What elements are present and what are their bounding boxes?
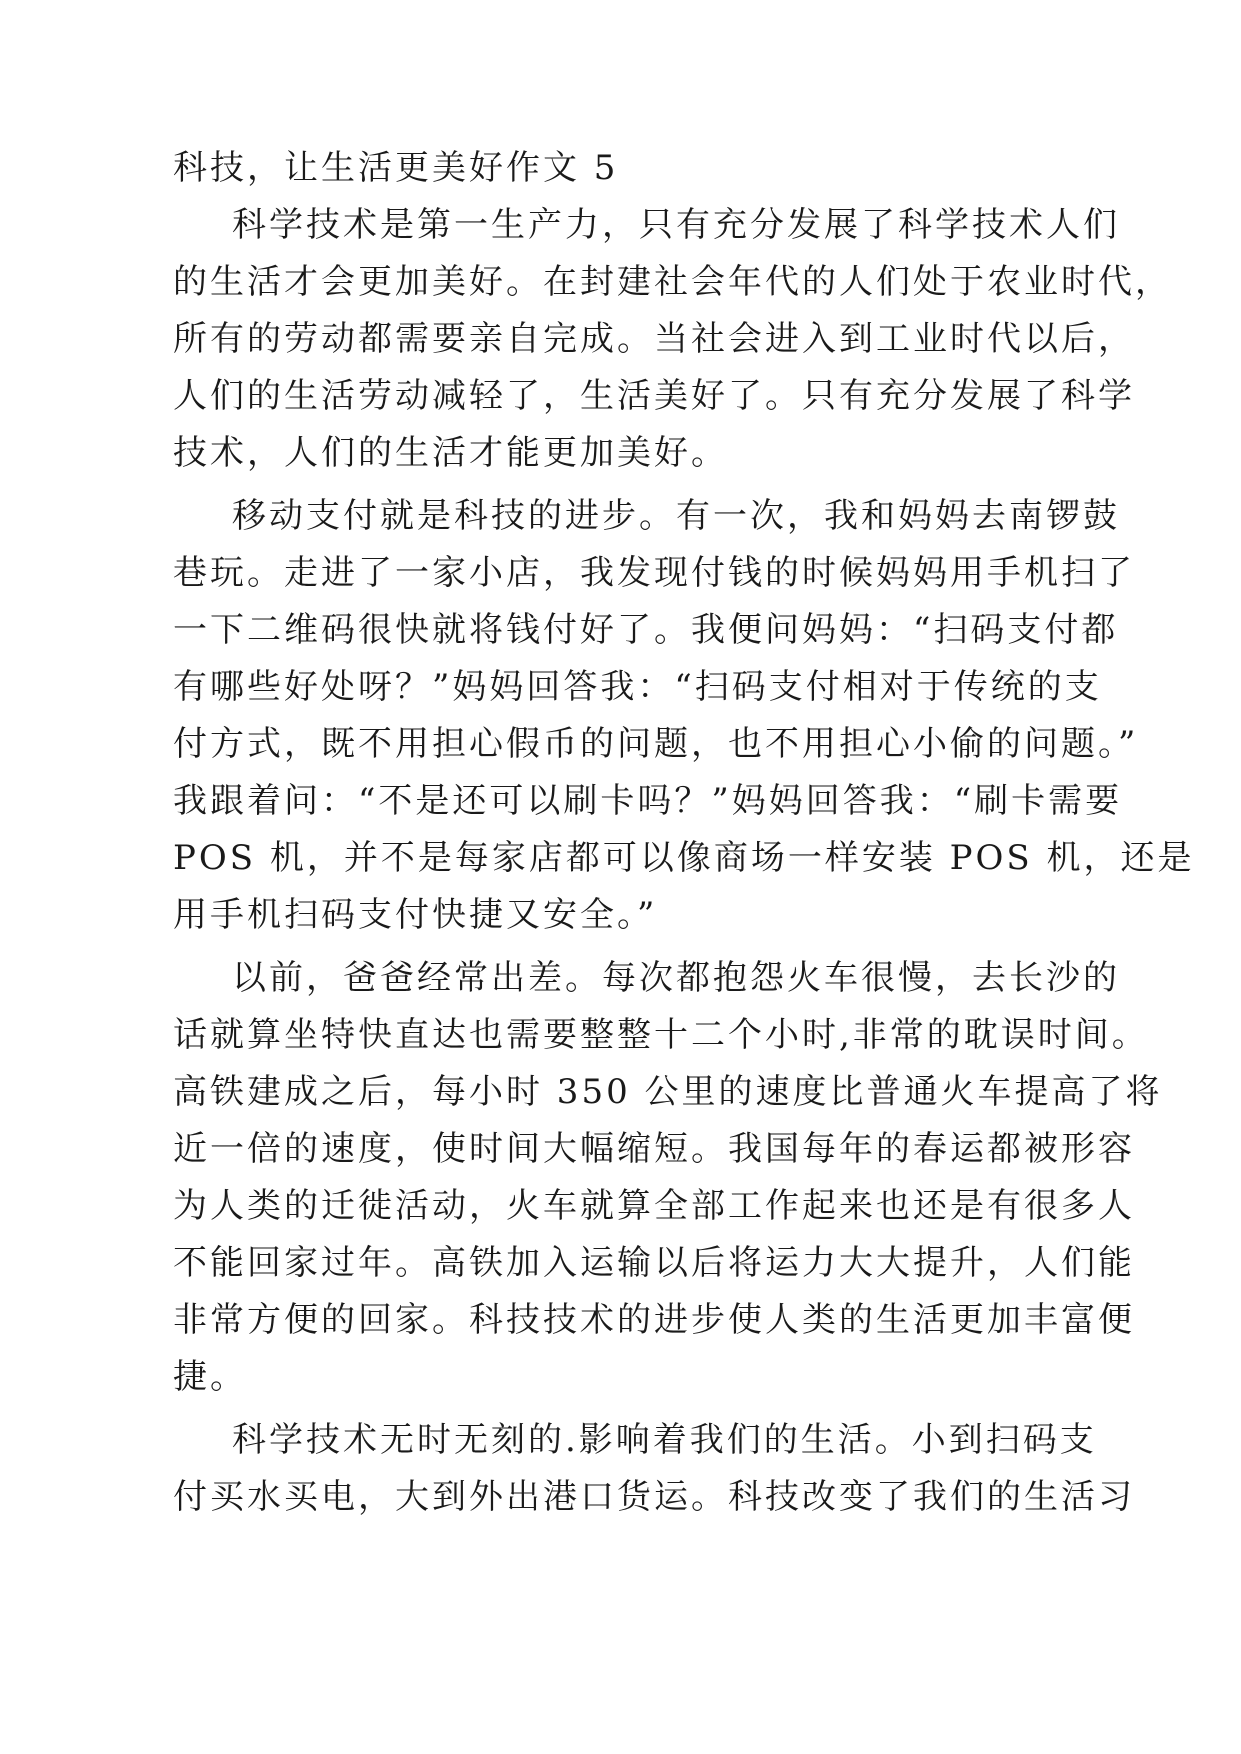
paragraph-3-line-4: 近一倍的速度，使时间大幅缩短。我国每年的春运都被形容: [173, 1129, 1135, 1169]
paragraph-2-line-2: 巷玩。走进了一家小店，我发现付钱的时候妈妈用手机扫了: [173, 553, 1135, 593]
paragraph-2-line-6: 我跟着问：“不是还可以刷卡吗？”妈妈回答我：“刷卡需要: [173, 781, 1123, 821]
paragraph-2-line-5: 付方式，既不用担心假币的问题，也不用担心小偷的问题。”: [173, 724, 1139, 764]
paragraph-2-line-4: 有哪些好处呀？”妈妈回答我：“扫码支付相对于传统的支: [173, 667, 1102, 707]
paragraph-3-line-6: 不能回家过年。高铁加入运输以后将运力大大提升，人们能: [173, 1243, 1135, 1283]
paragraph-1-line-1: 科学技术是第一生产力，只有充分发展了科学技术人们: [232, 205, 1120, 245]
paragraph-3-line-8: 捷。: [173, 1357, 247, 1397]
paragraph-4-line-2: 付买水买电，大到外出港口货运。科技改变了我们的生活习: [173, 1477, 1135, 1517]
paragraph-4-line-1: 科学技术无时无刻的.影响着我们的生活。小到扫码支: [232, 1420, 1097, 1460]
paragraph-2-line-7: POS 机，并不是每家店都可以像商场一样安装 POS 机，还是: [173, 838, 1195, 878]
paragraph-1-line-4: 人们的生活劳动减轻了，生活美好了。只有充分发展了科学: [173, 376, 1135, 416]
paragraph-1-line-3: 所有的劳动都需要亲自完成。当社会进入到工业时代以后，: [173, 319, 1135, 359]
paragraph-1-line-2: 的生活才会更加美好。在封建社会年代的人们处于农业时代，: [173, 262, 1172, 302]
paragraph-3-line-7: 非常方便的回家。科技技术的进步使人类的生活更加丰富便: [173, 1300, 1135, 1340]
paragraph-3-line-5: 为人类的迁徙活动，火车就算全部工作起来也还是有很多人: [173, 1186, 1135, 1226]
paragraph-2-line-1: 移动支付就是科技的进步。有一次，我和妈妈去南锣鼓: [232, 496, 1120, 536]
paragraph-2-line-3: 一下二维码很快就将钱付好了。我便问妈妈：“扫码支付都: [173, 610, 1119, 650]
paragraph-3-line-2: 话就算坐特快直达也需要整整十二个小时,非常的耽误时间。: [173, 1015, 1149, 1055]
document-title: 科技，让生活更美好作文 5: [173, 148, 619, 188]
paragraph-3-line-3: 高铁建成之后，每小时 350 公里的速度比普通火车提高了将: [173, 1072, 1163, 1112]
paragraph-2-line-8: 用手机扫码支付快捷又安全。”: [173, 895, 658, 935]
paragraph-1-line-5: 技术，人们的生活才能更加美好。: [173, 433, 728, 473]
paragraph-3-line-1: 以前，爸爸经常出差。每次都抱怨火车很慢，去长沙的: [232, 958, 1120, 998]
